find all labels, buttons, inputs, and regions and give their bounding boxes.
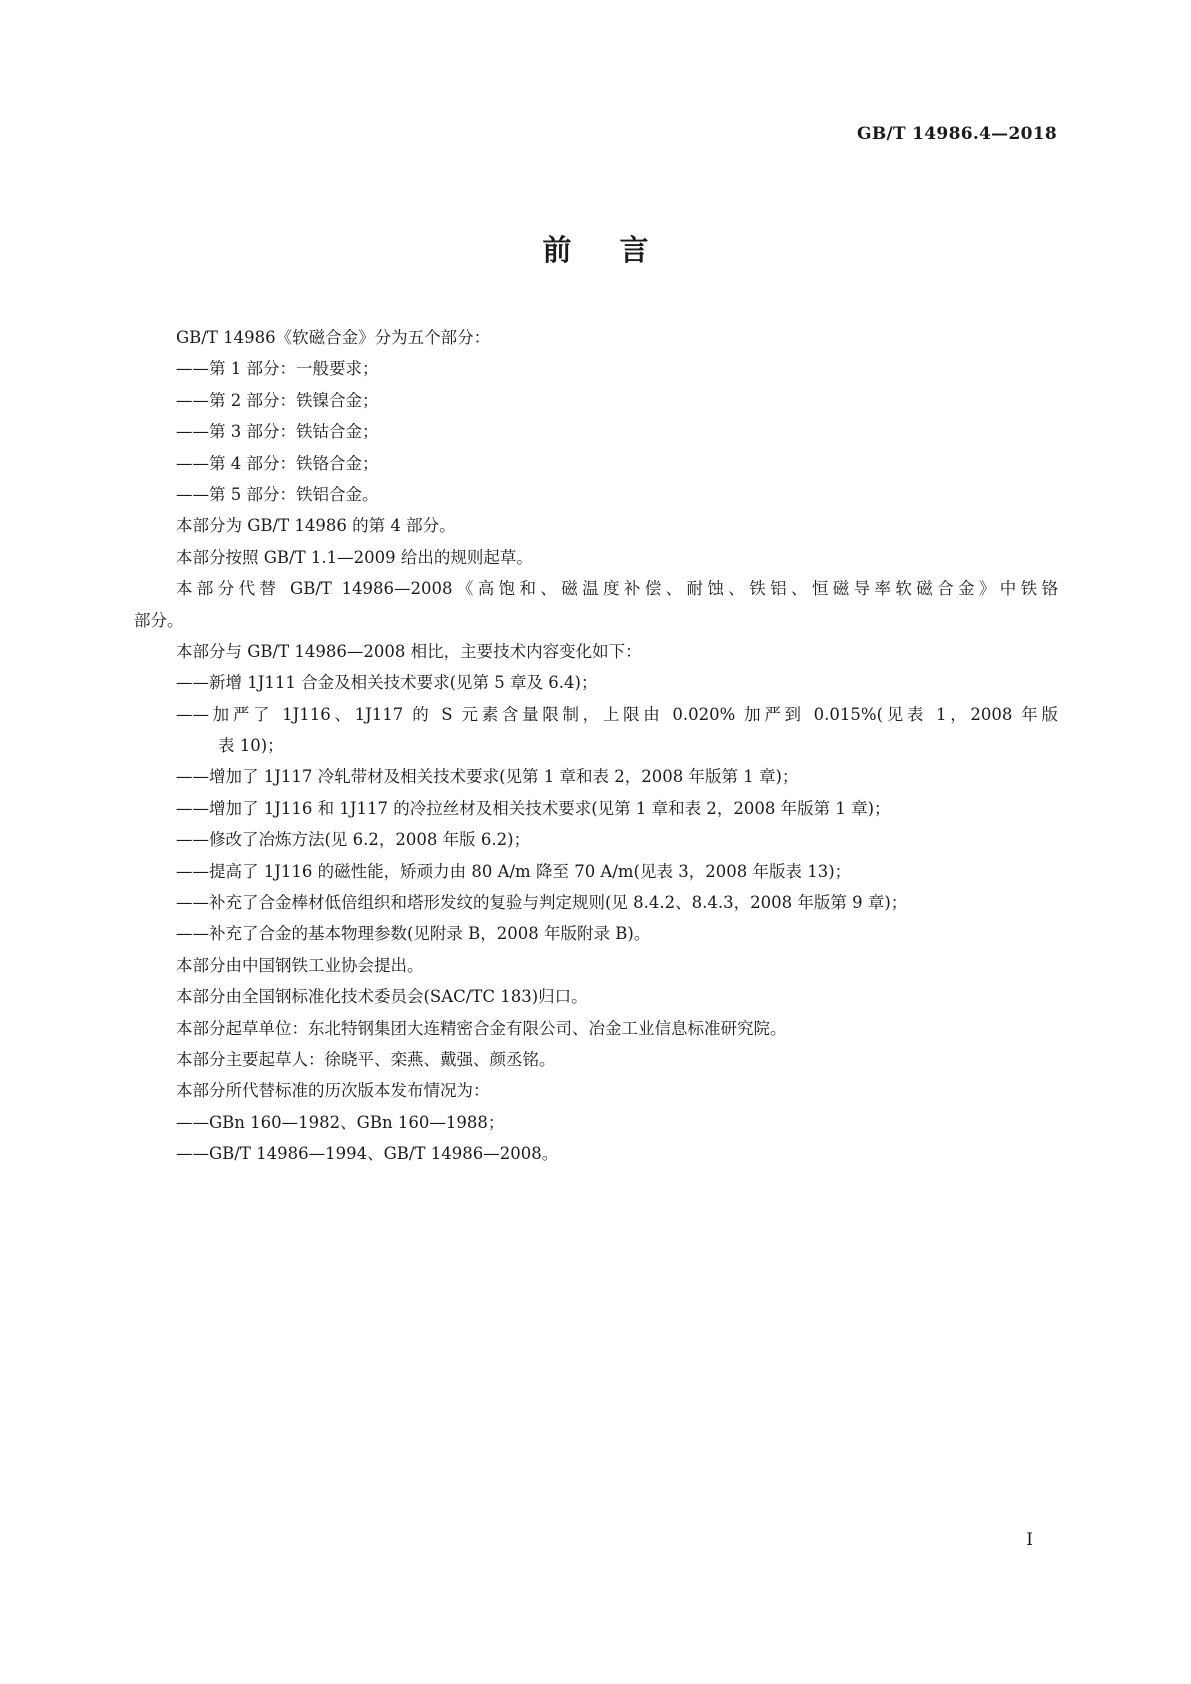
list-item: ——补充了合金的基本物理参数(见附录 B，2008 年版附录 B)。 xyxy=(176,924,651,944)
paragraph: 本部分所代替标准的历次版本发布情况为： xyxy=(176,1081,490,1101)
paragraph-continuation: 部分。 xyxy=(134,610,184,630)
page-number: I xyxy=(1026,1530,1033,1550)
list-item: ——第 1 部分：一般要求； xyxy=(176,359,379,379)
paragraph-parts-intro: GB/T 14986《软磁合金》分为五个部分： xyxy=(176,328,491,347)
paragraph: 本部分与 GB/T 14986—2008 相比，主要技术内容变化如下： xyxy=(176,641,642,661)
list-item-continuation: 表 10)； xyxy=(218,736,284,756)
list-item: ——GB/T 14986—1994、GB/T 14986—2008。 xyxy=(176,1144,559,1164)
list-item: ——修改了冶炼方法(见 6.2，2008 年版 6.2)； xyxy=(176,830,531,850)
list-item: ——第 4 部分：铁铬合金； xyxy=(176,453,379,473)
paragraph: 本部分为 GB/T 14986 的第 4 部分。 xyxy=(176,516,456,536)
standard-code: GB/T 14986.4—2018 xyxy=(857,124,1057,144)
list-item: ——第 2 部分：铁镍合金； xyxy=(176,390,379,410)
page-title: 前言 xyxy=(542,233,697,267)
list-item: ——新增 1J111 合金及相关技术要求(见第 5 章及 6.4)； xyxy=(176,673,598,693)
paragraph: 本部分起草单位：东北特钢集团大连精密合金有限公司、冶金工业信息标准研究院。 xyxy=(176,1018,787,1038)
paragraph: 本部分由全国钢标准化技术委员会(SAC/TC 183)归口。 xyxy=(176,987,588,1007)
paragraph: 本部分按照 GB/T 1.1—2009 给出的规则起草。 xyxy=(176,547,533,567)
list-item: ——加严了 1J116、1J117 的 S 元素含量限制，上限由 0.020% 加严到 0.015%(见表 1，2008 年版 xyxy=(176,704,1058,724)
paragraph-replaces: 本部分代替 GB/T 14986—2008《高饱和、磁温度补偿、耐蚀、铁铝、恒磁导率软磁合金》中铁铬 xyxy=(176,579,1058,599)
list-item: ——补充了合金棒材低倍组织和塔形发纹的复验与判定规则(见 8.4.2、8.4.3，2008 年版第 9 章)； xyxy=(176,893,908,913)
paragraph: 本部分主要起草人：徐晓平、栾燕、戴强、颜丞铭。 xyxy=(176,1049,556,1069)
list-item: ——增加了 1J117 冷轧带材及相关技术要求(见第 1 章和表 2，2008 年版第 1 章)； xyxy=(176,767,799,787)
list-item: ——第 5 部分：铁铝合金。 xyxy=(176,484,379,504)
document-body xyxy=(134,322,1058,1170)
list-item: ——GBn 160—1982、GBn 160—1988； xyxy=(176,1112,505,1132)
list-item: ——第 3 部分：铁钴合金； xyxy=(176,422,379,442)
list-item: ——提高了 1J116 的磁性能，矫顽力由 80 A/m 降至 70 A/m(见表 3，2008 年版表 13)； xyxy=(176,861,852,881)
paragraph: 本部分由中国钢铁工业协会提出。 xyxy=(176,955,424,975)
list-item: ——增加了 1J116 和 1J117 的冷拉丝材及相关技术要求(见第 1 章和表 2，2008 年版第 1 章)； xyxy=(176,798,891,818)
